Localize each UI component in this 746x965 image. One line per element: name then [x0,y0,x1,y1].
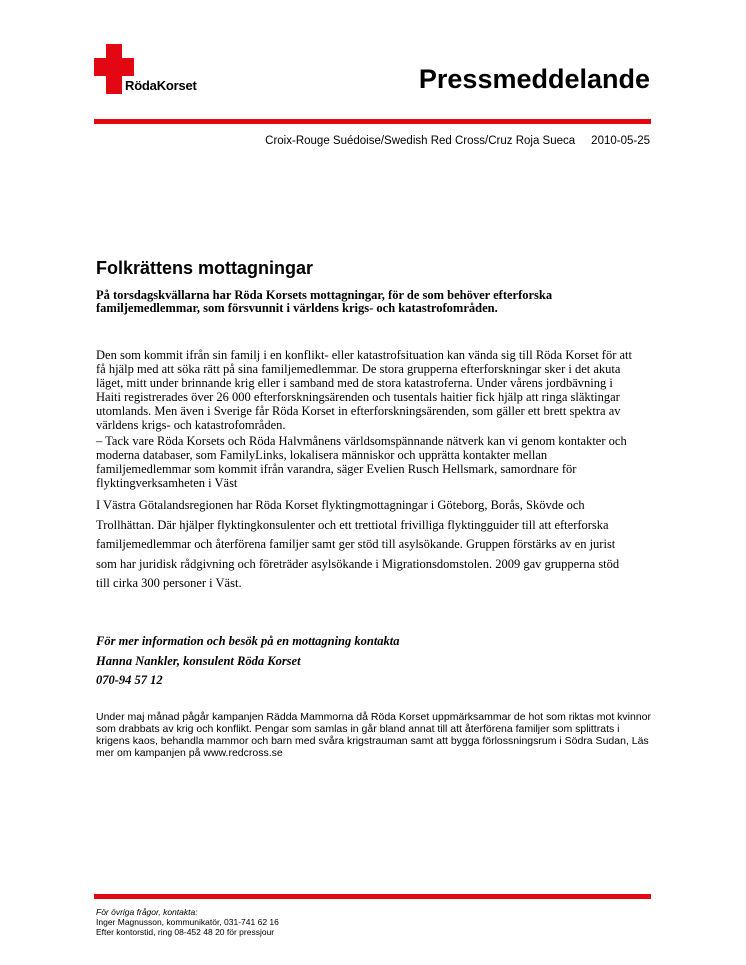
organization-name: Croix-Rouge Suédoise/Swedish Red Cross/Cruz Roja Sueca [265,135,576,147]
paragraph: – Tack vare Röda Korsets och Röda Halvmånens världsomspännande nätverk kan vi genom kontakter och moderna databaser, som FamilyLinks, lokalisera människor och upprätta kontakter mellan familjemedlemmar som kommit ifrån varandra, säger Evelien Rusch Hellsmark, samordnare för flyktingverksamheten i Väst [96,434,627,490]
article-body [96,348,636,594]
article-lead: På torsdagskvällarna har Röda Korsets mottagningar, för de som behöver efterforska familjemedlemmar, som försvunnit i världens krigs- och katastrofområden. [96,288,553,315]
subheader [265,135,650,147]
paragraph: Den som kommit ifrån sin familj i en konflikt- eller katastrofsituation kan vända sig till Röda Korset för att få hjälp med att söka rätt på sina familjemedlemmar. De stora grupperna efterforskningar sker i det akuta läget, mitt under brinnande krig eller i samband med de stora katastroferna. Under vårens jordbävning i Haiti registrerades över 26 000 efterforskningsärenden och tusentals haitier fick hjälp att ringa släktingar utomlands. Men även i Sverige får Röda Korset in efterforskningsärenden, som gäller ett brett spektra av världens krigs- och katastrofområden. [96,348,632,432]
footer-press-line: Efter kontorstid, ring 08-452 48 20 för pressjour [96,927,275,937]
logo-wordmark: RödaKorset [125,78,197,93]
contact-name: Hanna Nankler, konsulent Röda Korset [96,653,301,668]
header-divider [94,119,651,124]
document-title: Pressmeddelande [418,64,650,94]
contact-intro: För mer information och besök på en mottagning kontakta [96,634,400,648]
article-headline: Folkrättens mottagningar [96,258,314,278]
paragraph: I Västra Götalandsregionen har Röda Korset flyktingmottagningar i Göteborg, Borås, Skövde och Trollhättan. Där hjälper flyktingkonsulenter och ett trettiotal frivilliga flyktingguider till att efterforska familjemedlemmar och återförena familjer samt ger stöd till asylsökande. Gruppen förstärks av en jurist som har juridisk rådgivning och företräder asylsökande i Migrationsdomstolen. 2009 gav grupperna stöd till cirka 300 personer i Väst. [96,498,620,590]
contact-block [96,632,400,691]
campaign-notice: Under maj månad pågår kampanjen Rädda Mammorna då Röda Korset uppmärksammar de hot som riktas mot kvinnor som drabbats av krig och konflikt. Pengar som samlas in går bland annat till att återförena familjer som splittrats i krigens kaos, behandla mammor och barn med svåra krigstrauman samt att bygga förlossningsrum i Södra Sudan, Läs mer om kampanjen på www.redcross.se [96,711,652,759]
footer [96,907,279,937]
footer-contact: Inger Magnusson, kommunikatör, 031-741 62 16 [96,917,279,927]
contact-phone: 070-94 57 12 [96,673,163,687]
footer-divider [94,894,651,899]
release-date: 2010-05-25 [591,135,650,147]
footer-heading: För övriga frågor, kontakta: [96,907,198,917]
